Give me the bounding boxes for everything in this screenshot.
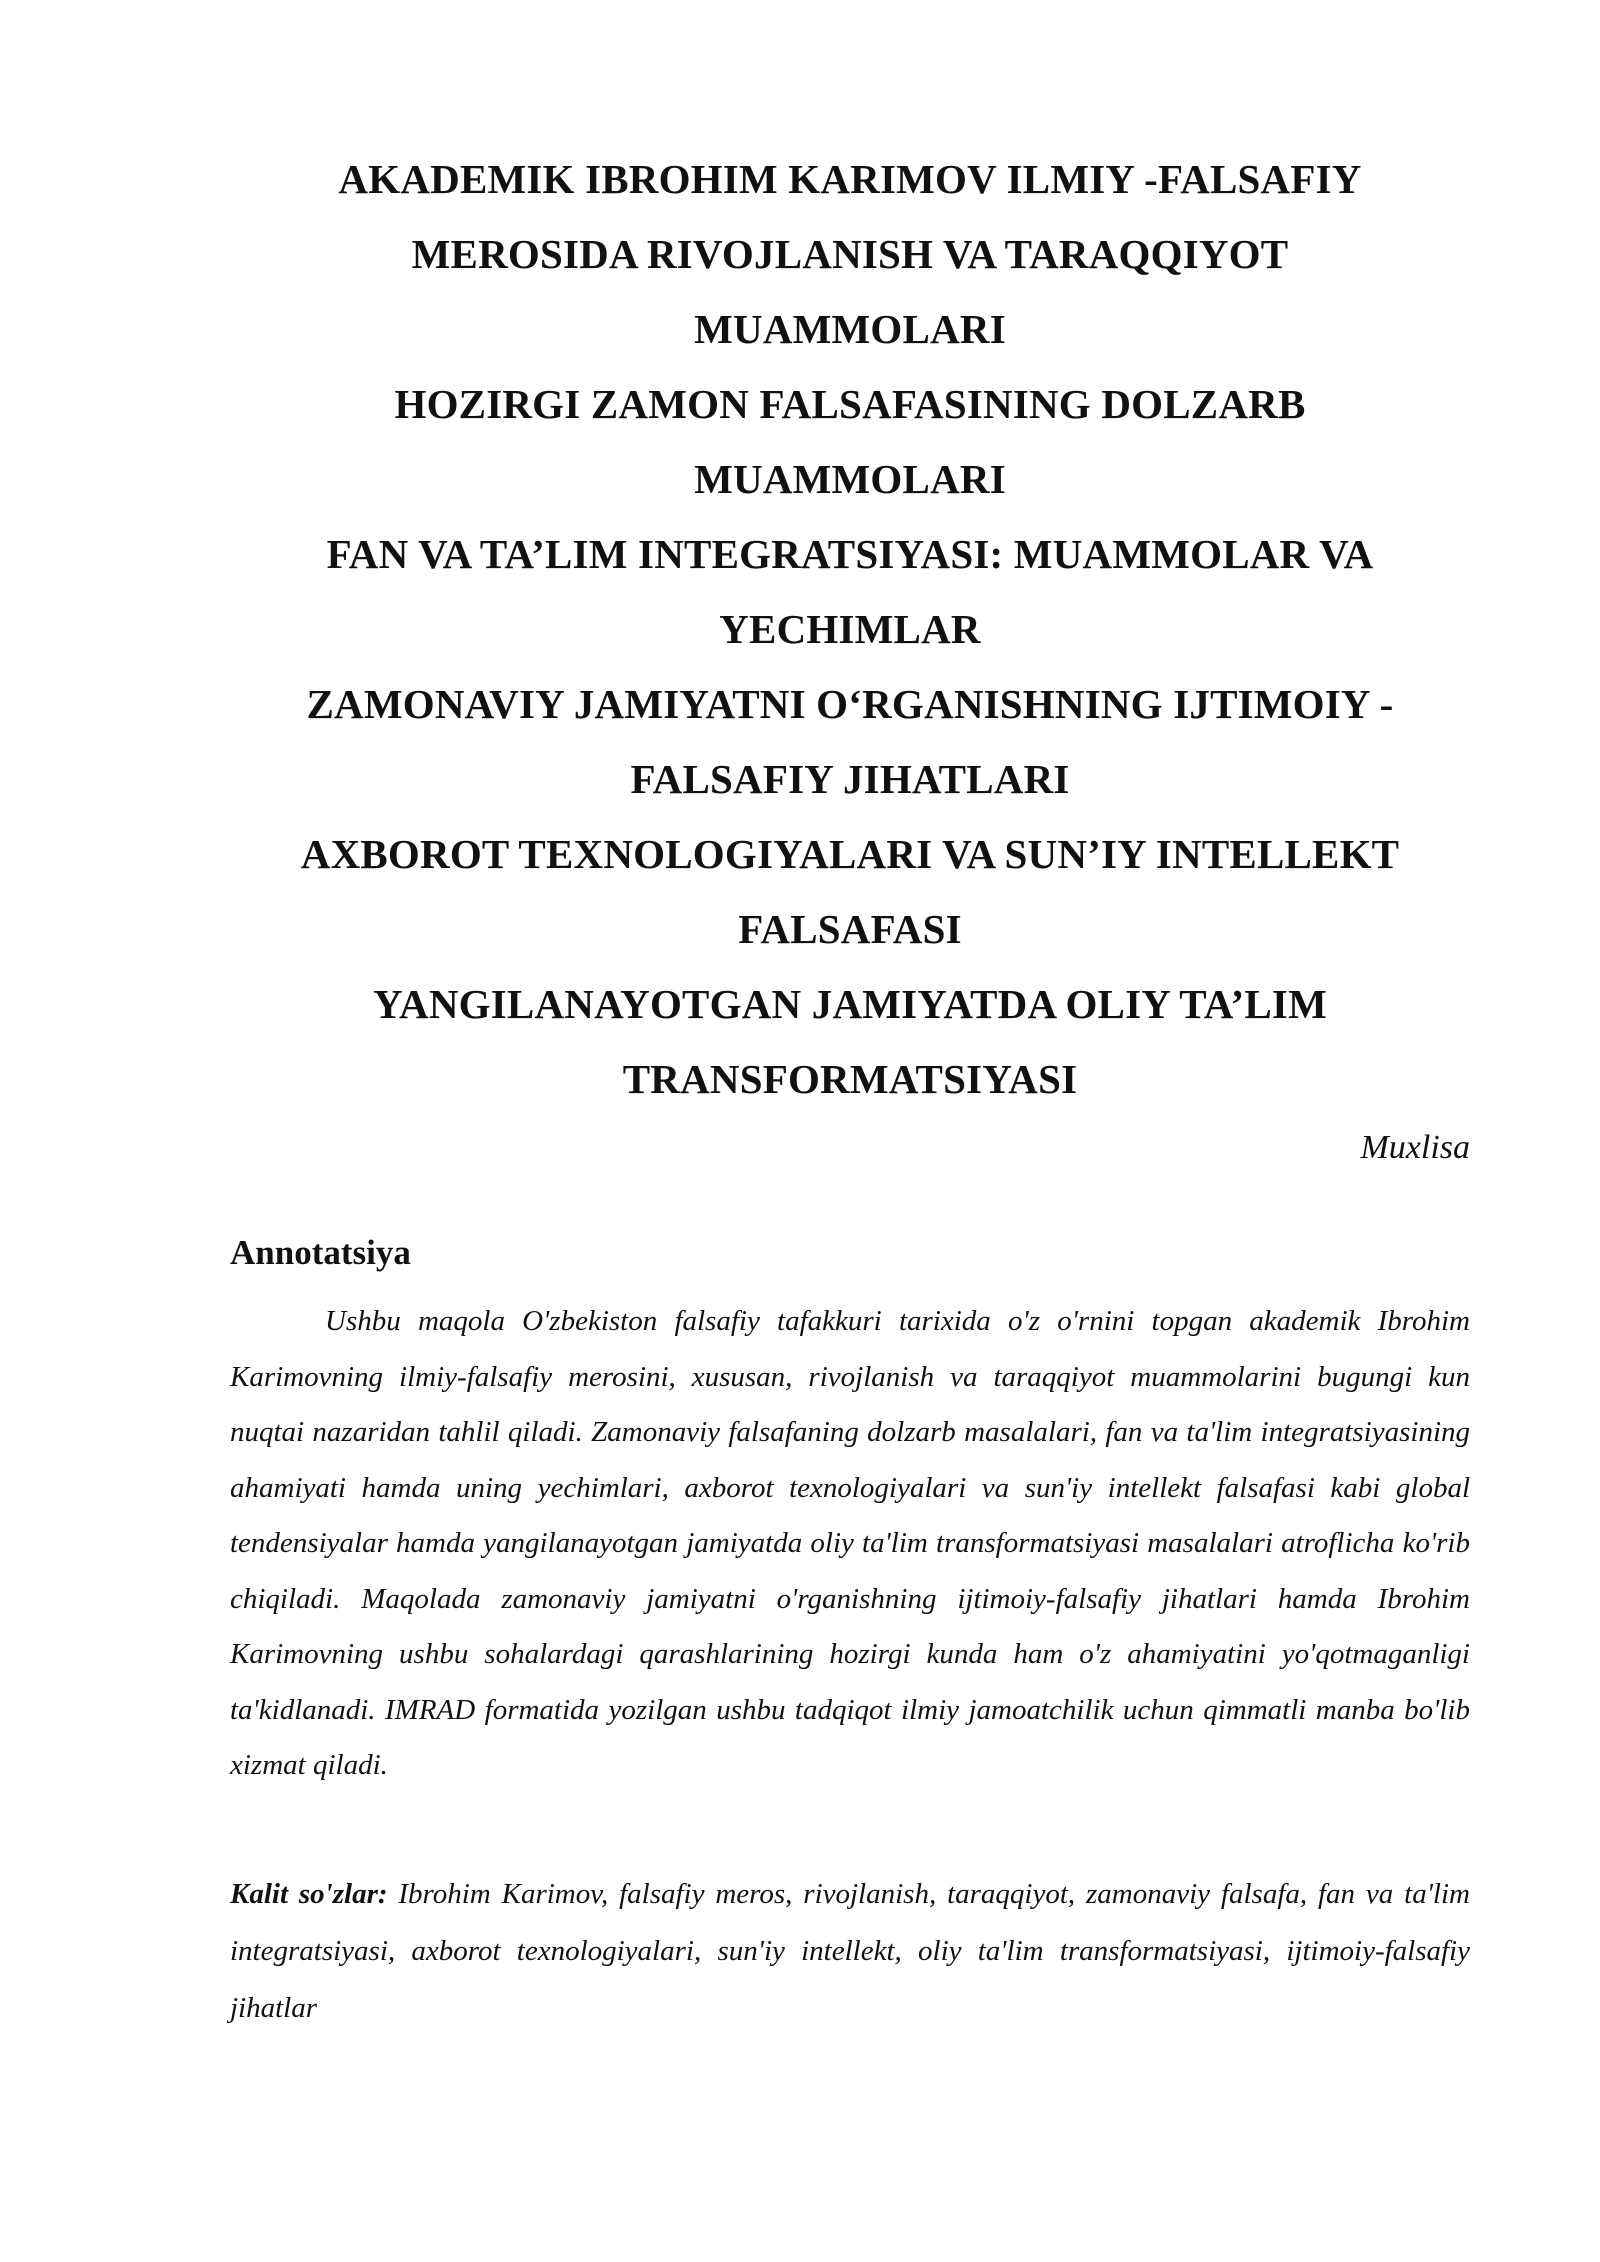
title-line: AXBOROT TEXNOLOGIYALARI VA SUN’IY INTELLEKT — [300, 831, 1400, 877]
title-line: YANGILANAYOTGAN JAMIYATDA OLIY TA’LIM — [373, 981, 1327, 1027]
keywords-paragraph — [230, 1866, 1470, 2037]
title-line: HOZIRGI ZAMON FALSAFASINING DOLZARB — [394, 381, 1306, 427]
title-line: FALSAFASI — [738, 906, 962, 952]
title-line: MUAMMOLARI — [694, 306, 1006, 352]
abstract-text: Ushbu maqola O'zbekiston falsafiy tafakkuri tarixida o'z o'rnini topgan akademik Ibrohim Karimovning ilmiy-falsafiy merosini, xususan, rivojlanish va taraqqiyot muammolarini bugungi kun nuqtai nazaridan tahlil qiladi. Zamonaviy falsafaning dolzarb masalalari, fan va ta'lim integratsiyasining ahamiyati hamda uning yechimlari, axborot texnologiyalari va sun'iy intellekt falsafasi kabi global tendensiyalar hamda yangilanayotgan jamiyatda oliy ta'lim transformatsiyasi masalalari atroflicha ko'rib chiqiladi. Maqolada zamonaviy jamiyatni o'rganishning ijtimoiy-falsafiy jihatlari hamda Ibrohim Karimovning ushbu sohalardagi qarashlarining hozirgi kunda ham o'z ahamiyatini yo'qotmaganligi ta'kidlanadi. IMRAD formatida yozilgan ushbu tadqiqot ilmiy jamoatchilik uchun qimmatli manba bo'lib xizmat qiladi. — [230, 1305, 1470, 1781]
author-name: Muxlisa — [1360, 1129, 1470, 1166]
title-line: MUAMMOLARI — [694, 456, 1006, 502]
title-line: ZAMONAVIY JAMIYATNI O‘RGANISHNING IJTIMOIY - — [306, 681, 1394, 727]
title-line: FALSAFIY JIHATLARI — [630, 756, 1070, 802]
article-title — [230, 142, 1470, 1117]
abstract-heading: Annotatsiya — [230, 1233, 411, 1272]
keywords-label: Kalit so'zlar: — [230, 1878, 388, 1910]
keywords-text: Ibrohim Karimov, falsafiy meros, rivojlanish, taraqqiyot, zamonaviy falsafa, fan va ta'lim integratsiyasi, axborot texnologiyalari, sun'iy intellekt, oliy ta'lim transformatsiyasi, ijtimoiy-falsafiy jihatlar — [230, 1878, 1470, 2024]
title-line: TRANSFORMATSIYASI — [622, 1056, 1078, 1102]
title-line: YECHIMLAR — [719, 606, 981, 652]
title-line: AKADEMIK IBROHIM KARIMOV ILMIY -FALSAFIY — [338, 156, 1362, 202]
title-line: FAN VA TA’LIM INTEGRATSIYASI: MUAMMOLAR VA — [326, 531, 1374, 577]
title-line: MEROSIDA RIVOJLANISH VA TARAQQIYOT — [411, 231, 1289, 277]
